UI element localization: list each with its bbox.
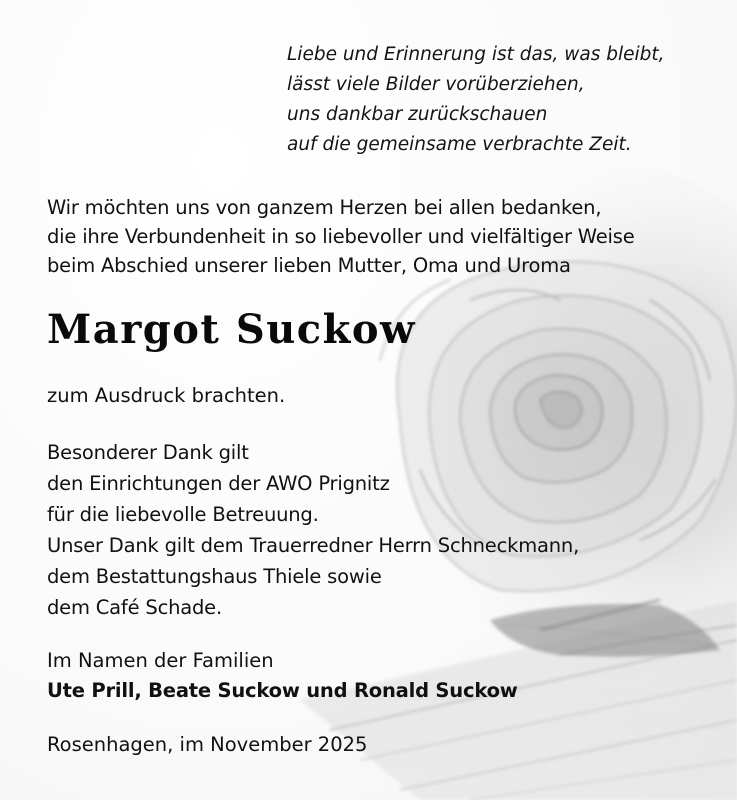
thanks-line: dem Café Schade. bbox=[47, 596, 222, 619]
thanks-line: dem Bestattungshaus Thiele sowie bbox=[47, 565, 382, 588]
poem-line: lässt viele Bilder vorüberziehen, bbox=[287, 74, 585, 95]
deceased-name: Margot Suckow bbox=[47, 306, 416, 353]
poem-line: uns dankbar zurückschauen bbox=[287, 104, 548, 125]
after-name-text: zum Ausdruck brachten. bbox=[47, 384, 286, 407]
memorial-poem bbox=[287, 40, 717, 160]
intro-line: Wir möchten uns von ganzem Herzen bei allen bedanken, bbox=[47, 196, 602, 219]
thanks-line: den Einrichtungen der AWO Prignitz bbox=[47, 472, 390, 495]
family-names: Ute Prill, Beate Suckow und Ronald Suckow bbox=[47, 679, 518, 702]
family-signature bbox=[47, 646, 518, 706]
poem-line: Liebe und Erinnerung ist das, was bleibt, bbox=[287, 44, 665, 65]
thanks-line: für die liebevolle Betreuung. bbox=[47, 503, 319, 526]
family-intro: Im Namen der Familien bbox=[47, 649, 274, 672]
thanks-line: Besonderer Dank gilt bbox=[47, 441, 249, 464]
special-thanks-paragraph bbox=[47, 437, 667, 623]
thanks-intro-paragraph bbox=[47, 193, 727, 280]
poem-line: auf die gemeinsame verbrachte Zeit. bbox=[287, 134, 632, 155]
intro-line: die ihre Verbundenheit in so liebevoller und vielfältiger Weise bbox=[47, 225, 635, 248]
intro-line: beim Abschied unserer lieben Mutter, Oma und Uroma bbox=[47, 254, 571, 277]
thanks-line: Unser Dank gilt dem Trauerredner Herrn Schneckmann, bbox=[47, 534, 580, 557]
place-and-date: Rosenhagen, im November 2025 bbox=[47, 733, 368, 756]
